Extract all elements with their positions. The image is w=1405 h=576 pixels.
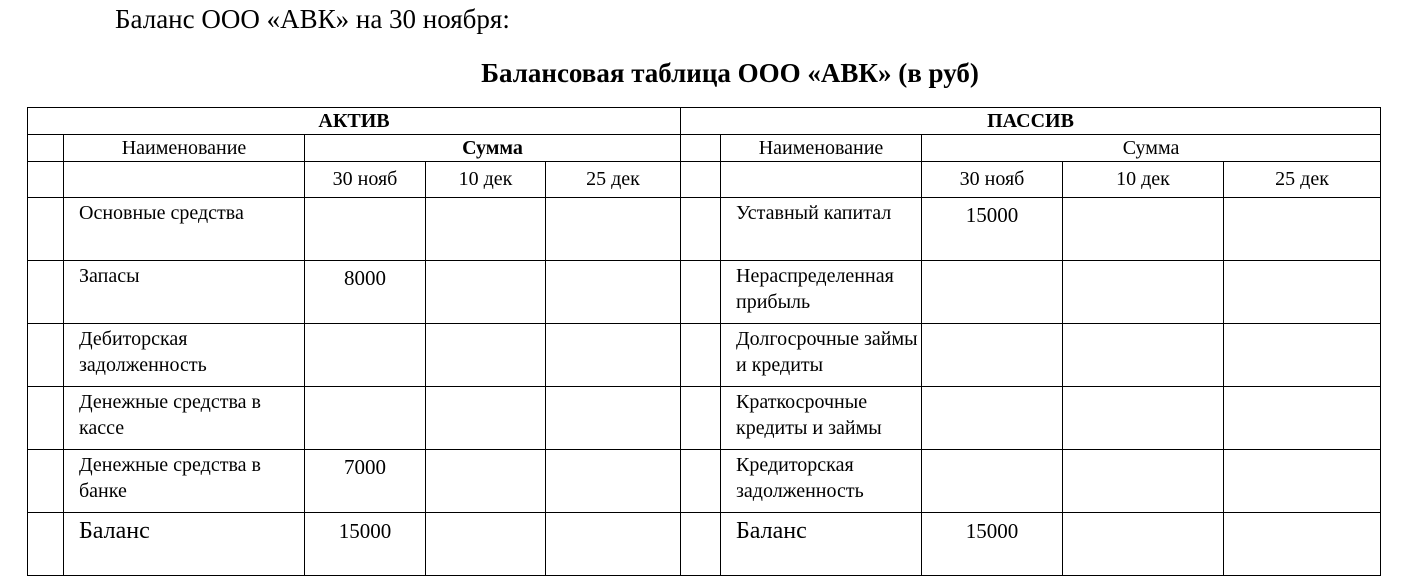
table-row [28, 450, 1381, 513]
asset-date-header: 25 дек [546, 162, 681, 198]
asset-name: Денежные средства в кассе [64, 387, 305, 450]
liability-name: Кредиторская задолженность [721, 450, 922, 513]
liability-value [1063, 450, 1224, 513]
liability-name: Долгосрочные займы и кредиты [721, 324, 922, 387]
asset-name: Дебиторская задолженность [64, 324, 305, 387]
table-row [28, 261, 1381, 324]
asset-value [426, 324, 546, 387]
asset-value [426, 450, 546, 513]
table-title: Балансовая таблица ООО «АВК» (в руб) [481, 58, 979, 88]
asset-value [546, 324, 681, 387]
asset-value [546, 387, 681, 450]
asset-name-col-header: Наименование [64, 135, 305, 162]
liability-name-col-header: Наименование [721, 135, 922, 162]
liability-value [1224, 198, 1381, 261]
liability-value [1224, 387, 1381, 450]
asset-date-header: 30 нояб [305, 162, 426, 198]
asset-header: АКТИВ [28, 108, 681, 135]
liability-balance-value: 15000 [922, 513, 1063, 576]
intro-text: Баланс ООО «АВК» на 30 ноября: [115, 4, 510, 34]
asset-value [305, 198, 426, 261]
table-row [28, 387, 1381, 450]
liability-value: 15000 [922, 198, 1063, 261]
liability-date-header: 25 дек [1224, 162, 1381, 198]
table-row [28, 162, 1381, 198]
asset-value [305, 387, 426, 450]
asset-value: 7000 [305, 450, 426, 513]
liability-value [922, 324, 1063, 387]
liability-date-header: 10 дек [1063, 162, 1224, 198]
liability-value [1063, 387, 1224, 450]
table-row [28, 108, 1381, 135]
liability-value [922, 261, 1063, 324]
asset-value [546, 450, 681, 513]
table-row [28, 198, 1381, 261]
asset-value: 8000 [305, 261, 426, 324]
liability-value [922, 450, 1063, 513]
asset-value [426, 198, 546, 261]
liability-value [1063, 261, 1224, 324]
liability-balance-label: Баланс [721, 513, 922, 576]
liability-name: Краткосрочные кредиты и займы [721, 387, 922, 450]
liability-value [1063, 324, 1224, 387]
asset-value [546, 198, 681, 261]
liability-name: Уставный капитал [721, 198, 922, 261]
liability-header: ПАССИВ [681, 108, 1381, 135]
asset-name: Запасы [64, 261, 305, 324]
table-row [28, 135, 1381, 162]
liability-name: Нераспределенная прибыль [721, 261, 922, 324]
table-row [28, 513, 1381, 576]
liability-value [922, 387, 1063, 450]
asset-name: Денежные средства в банке [64, 450, 305, 513]
asset-name: Основные средства [64, 198, 305, 261]
liability-value [1063, 198, 1224, 261]
asset-balance-value: 15000 [305, 513, 426, 576]
liability-value [1224, 450, 1381, 513]
asset-value [426, 261, 546, 324]
asset-value [546, 261, 681, 324]
balance-table [27, 107, 1381, 576]
asset-date-header: 10 дек [426, 162, 546, 198]
asset-value [426, 387, 546, 450]
liability-value [1224, 324, 1381, 387]
table-row [28, 324, 1381, 387]
asset-sum-col-header: Сумма [305, 135, 681, 162]
asset-value [305, 324, 426, 387]
liability-value [1224, 261, 1381, 324]
liability-date-header: 30 нояб [922, 162, 1063, 198]
asset-balance-label: Баланс [64, 513, 305, 576]
liability-sum-col-header: Сумма [922, 135, 1381, 162]
